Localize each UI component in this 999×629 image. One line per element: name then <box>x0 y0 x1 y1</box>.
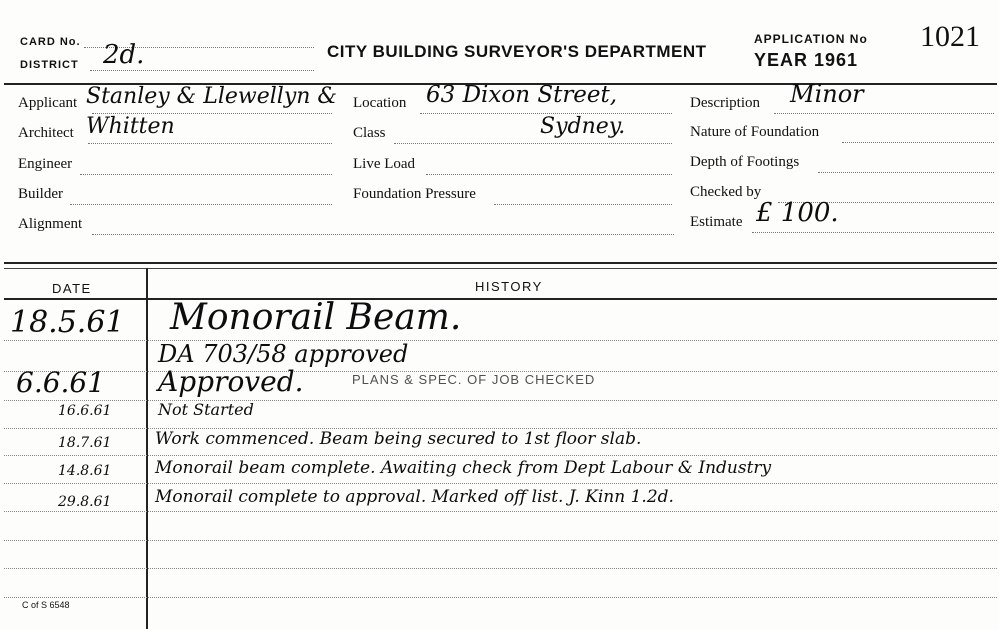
depth-of-footings-label: Depth of Footings <box>690 154 800 170</box>
applicant-value: Stanley & Llewellyn & <box>86 84 338 109</box>
foundation-pressure-label: Foundation Pressure <box>353 186 476 202</box>
entry-text: Monorail complete to approval. Marked off list. J. Kinn 1.2d. <box>155 487 674 507</box>
class-dots <box>394 143 672 144</box>
entry-date: 6.6.61 <box>16 366 106 399</box>
description-value: Minor <box>790 80 864 108</box>
entry-text: DA 703/58 approved <box>158 340 409 368</box>
description-dots <box>774 113 994 114</box>
application-label: APPLICATION No <box>754 32 868 46</box>
checked-by-label: Checked by <box>690 184 762 200</box>
history-line <box>4 483 997 484</box>
entry-text: Approved. <box>158 365 304 398</box>
entry-text: Monorail Beam. <box>170 297 462 338</box>
estimate-label: Estimate <box>690 214 743 230</box>
estimate-dots <box>752 232 994 233</box>
history-line <box>4 455 997 456</box>
architect-value: Whitten <box>86 114 175 139</box>
location-value-line2: Sydney. <box>540 114 626 139</box>
district-dots <box>90 70 314 71</box>
history-top-rule <box>4 262 997 264</box>
history-header-rule <box>4 298 997 300</box>
location-label: Location <box>353 95 407 111</box>
entry-date: 16.6.61 <box>58 403 112 419</box>
application-number: 1021 <box>920 20 980 53</box>
date-column-divider <box>146 268 148 629</box>
plans-checked-stamp: PLANS & SPEC. OF JOB CHECKED <box>352 372 596 387</box>
entry-date: 14.8.61 <box>58 463 112 479</box>
foundation-pressure-dots <box>494 204 672 205</box>
entry-date: 18.7.61 <box>58 435 112 451</box>
history-line <box>4 511 997 512</box>
live-load-label: Live Load <box>353 156 416 172</box>
depth-of-footings-dots <box>818 172 994 173</box>
description-label: Description <box>690 95 760 111</box>
builder-dots <box>70 204 332 205</box>
year-label: YEAR 1961 <box>754 50 859 70</box>
builder-label: Builder <box>18 186 63 202</box>
form-number: C of S 6548 <box>22 600 70 610</box>
entry-text: Monorail beam complete. Awaiting check from Dept Labour & Industry <box>155 458 772 478</box>
location-value: 63 Dixon Street, <box>426 82 618 108</box>
district-value: 2d. <box>103 40 145 70</box>
entry-date: 29.8.61 <box>58 494 112 510</box>
nature-of-foundation-dots <box>842 142 994 143</box>
nature-of-foundation-label: Nature of Foundation <box>690 124 820 140</box>
applicant-label: Applicant <box>18 95 78 111</box>
history-line <box>4 540 997 541</box>
card-no-label: CARD No. <box>20 36 81 48</box>
history-line <box>4 340 997 341</box>
alignment-dots <box>92 234 674 235</box>
alignment-label: Alignment <box>18 216 83 232</box>
history-column-header: HISTORY <box>475 279 543 294</box>
entry-text: Work commenced. Beam being secured to 1st floor slab. <box>155 429 642 449</box>
entry-text: Not Started <box>158 400 254 419</box>
engineer-label: Engineer <box>18 156 73 172</box>
estimate-value: £ 100. <box>756 198 839 228</box>
history-line <box>4 597 997 598</box>
engineer-dots <box>80 174 332 175</box>
history-line <box>4 400 997 401</box>
entry-date: 18.5.61 <box>10 305 125 340</box>
history-line <box>4 568 997 569</box>
live-load-dots <box>426 174 672 175</box>
class-label: Class <box>353 125 386 141</box>
architect-dots <box>88 143 332 144</box>
architect-label: Architect <box>18 125 74 141</box>
department-title: CITY BUILDING SURVEYOR'S DEPARTMENT <box>327 42 707 61</box>
history-top-rule-inner <box>4 268 997 269</box>
district-label: DISTRICT <box>20 59 79 71</box>
date-column-header: DATE <box>52 281 92 296</box>
